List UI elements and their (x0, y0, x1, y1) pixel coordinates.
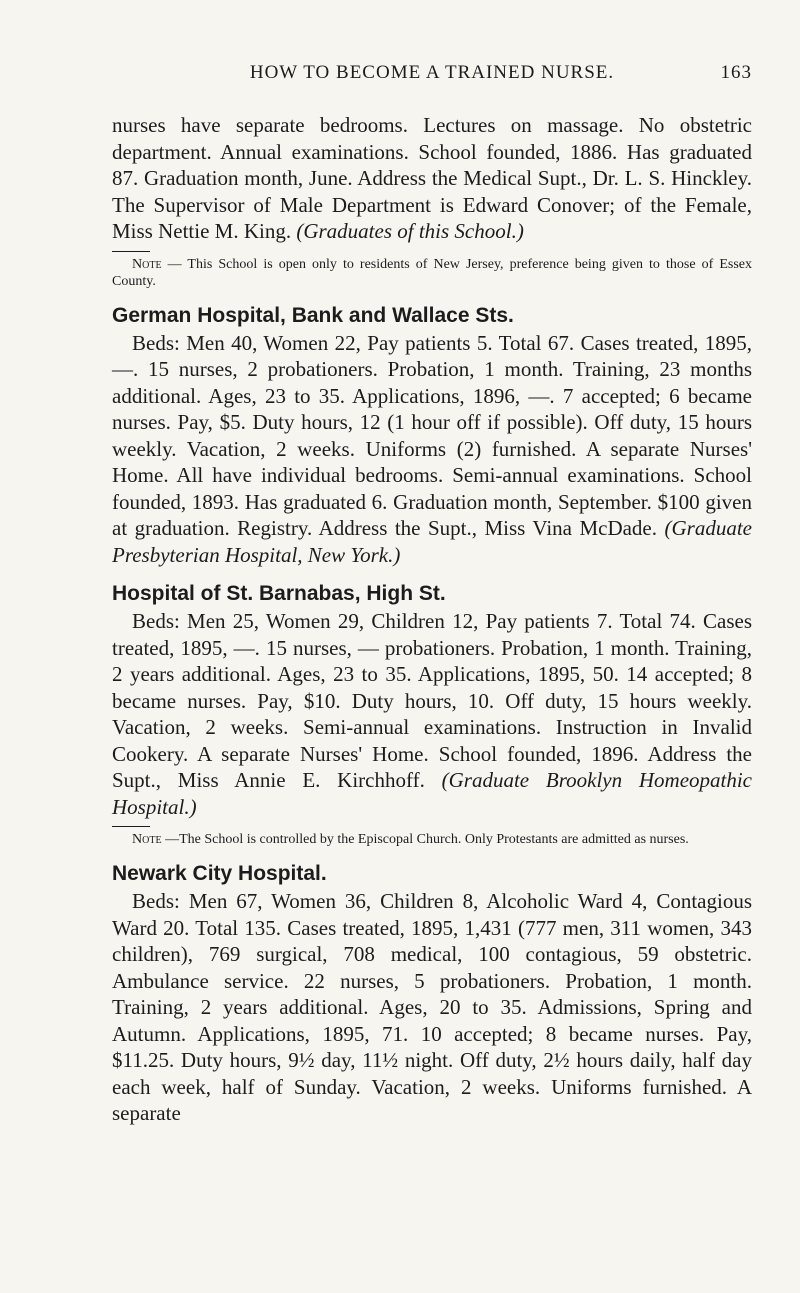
note-rule (112, 826, 150, 827)
running-head (112, 62, 752, 92)
section-heading-german-hospital: German Hospital, Bank and Wallace Sts. (112, 303, 514, 327)
note-label: Note (132, 832, 162, 847)
continued-entry-graduates: (Graduates of this School.) (296, 219, 524, 243)
page-number: 163 (720, 62, 752, 83)
note-label: Note (132, 256, 162, 272)
german-hospital-graduates: (Graduate Presbyterian Hospital, New York.) (112, 516, 752, 567)
st-barnabas-note (112, 831, 752, 848)
newark-city-hospital-text: Beds: Men 67, Women 36, Children 8, Alcoholic Ward 4, Contagious Ward 20. Total 135. Cases treated, 1895, 1,431 (777 men, 311 women, 343 children), 769 surgical, 708 medical, 100 contagious, 59 obstetric. Ambulance service. 22 nurses, 5 probationers. Probation, 1 month. Training, 2 years additional. Ages, 20 to 35. Admissions, Spring and Autumn. Applications, 1895, 71. 10 accepted; 8 became nurses. Pay, $11.25. Duty hours, 9½ day, 11½ night. Off duty, 2½ hours daily, half day each week, half of Sunday. Vacation, 2 weeks. Uniforms furnished. A separate (112, 889, 752, 1125)
section-heading-newark-city-hospital: Newark City Hospital. (112, 862, 327, 885)
german-hospital-text: Beds: Men 40, Women 22, Pay patients 5. Total 67. Cases treated, 1895, —. 15 nurses, 2 probationers. Probation, 1 month. Training, 23 months additional. Ages, 23 to 35. Applications, 1896, —. 7 accepted; 6 became nurses. Pay, $5. Duty hours, 12 (1 hour off if possible). Off duty, 15 hours weekly. Vacation, 2 weeks. Uniforms (2) furnished. A separate Nurses' Home. All have individual bedrooms. Semi-annual examinations. School founded, 1893. Has graduated 6. Graduation month, September. $100 given at graduation. Registry. Address the Supt., Miss Vina McDade. (112, 330, 752, 540)
note-text: —The School is controlled by the Episcopal Church. Only Protestants are admitted as nurses. (161, 832, 689, 847)
newark-city-hospital-paragraph (112, 888, 752, 1127)
german-hospital-paragraph (112, 330, 752, 569)
continued-entry-paragraph (112, 112, 752, 245)
st-barnabas-text: Beds: Men 25, Women 29, Children 12, Pay patients 7. Total 74. Cases treated, 1895, —. 15 nurses, — probationers. Probation, 1 month. Training, 2 years additional. Ages, 23 to 35. Applications, 1895, 50. 14 accepted; 8 became nurses. Pay, $10. Duty hours, 10. Off duty, 15 hours weekly. Vacation, 2 weeks. Semi-annual examinations. Instruction in Invalid Cookery. A separate Nurses' Home. School founded, 1896. Address the Supt., Miss Annie E. Kirchhoff. (112, 609, 752, 792)
page-content (112, 112, 752, 1127)
running-title: HOW TO BECOME A TRAINED NURSE. (249, 62, 615, 83)
note-text: — This School is open only to residents of New Jersey, preference being given to those of Essex County. (112, 256, 752, 289)
continued-entry-text: nurses have separate bedrooms. Lectures on massage. No obstetric department. Annual examinations. School founded, 1886. Has graduated 87. Graduation month, June. Address the Medical Supt., Dr. L. S. Hinckley. The Supervisor of Male Department is Edward Conover; of the Female, Miss Nettie M. King. (112, 113, 752, 243)
continued-entry-note (112, 256, 752, 290)
st-barnabas-paragraph (112, 608, 752, 820)
st-barnabas-graduates: (Graduate Brooklyn Homeopathic Hospital.) (112, 768, 753, 819)
section-heading-st-barnabas: Hospital of St. Barnabas, High St. (112, 582, 446, 605)
note-rule (112, 251, 150, 252)
